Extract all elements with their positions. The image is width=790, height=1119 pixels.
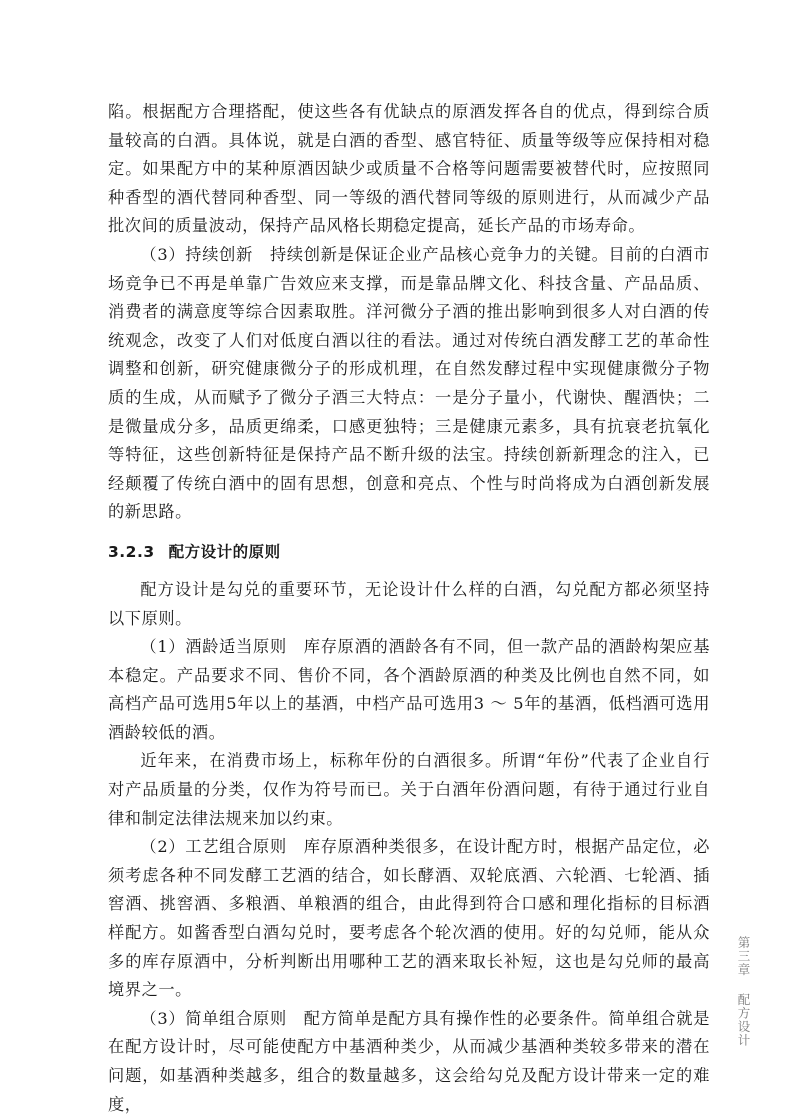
chapter-title: 配方设计 bbox=[736, 992, 751, 1047]
chapter-side-tab bbox=[732, 936, 754, 1051]
paragraph-vintage-note: 近年来，在消费市场上，标称年份的白酒很多。所谓“年份”代表了企业自行对产品质量的分类，仅作为符号而已。关于白酒年份酒问题，有待于通过行业自律和制定法律法规来加以约束。 bbox=[108, 751, 710, 828]
paragraph-intro: 配方设计是勾兑的重要环节，无论设计什么样的白酒，勾兑配方都必须坚持以下原则。 bbox=[108, 579, 710, 628]
body-text bbox=[108, 98, 710, 1119]
paragraph-age-principle: （1）酒龄适当原则 库存原酒的酒龄各有不同，但一款产品的酒龄构架应基本稳定。产品要求不同、售价不同，各个酒龄原酒的种类及比例也自然不同，如高档产品可选用5年以上的基酒，中档产品可选用3 ～ 5年的基酒，低档酒可选用酒龄较低的酒。 bbox=[108, 637, 710, 742]
paragraph-simple-principle: （3）简单组合原则 配方简单是配方具有操作性的必要条件。简单组合就是在配方设计时，尽可能使配方中基酒种类少，从而减少基酒种类较多带来的潜在问题，如基酒种类越多，组合的数量越多，这会给勾兑及配方设计带来一定的难度， bbox=[108, 1008, 710, 1114]
paragraph-process-principle: （2）工艺组合原则 库存原酒种类很多，在设计配方时，根据产品定位，必须考虑各种不同发酵工艺酒的结合，如长酵酒、双轮底酒、六轮酒、七轮酒、插窖酒、挑窖酒、多粮酒、单粮酒的组合，由此得到符合口感和理化指标的目标酒样配方。如酱香型白酒勾兑时，要考虑各个轮次酒的使用。好的勾兑师，能从众多的库存原酒中，分析判断出用哪种工艺的酒来取长补短，这也是勾兑师的最高境界之一。 bbox=[108, 837, 710, 1000]
section-title: 配方设计的原则 bbox=[168, 542, 281, 561]
paragraph-continuous-innovation: （3）持续创新 持续创新是保证企业产品核心竞争力的关键。目前的白酒市场竞争已不再是单靠广告效应来支撑，而是靠品牌文化、科技含量、产品品质、消费者的满意度等综合因素取胜。洋河微分子酒的推出影响到很多人对白酒的传统观念，改变了人们对低度白酒以往的看法。通过对传统白酒发酵工艺的革命性调整和创新，研究健康微分子的形成机理，在自然发酵过程中实现健康微分子物质的生成，从而赋予了微分子酒三大特点：一是分子量小，代谢快、醒酒快；二是微量成分多，品质更绵柔，口感更独特；三是健康元素多，具有抗衰老抗氧化等特征，这些创新特征是保持产品不断升级的法宝。持续创新新理念的注入，已经颠覆了传统白酒中的固有思想，创意和亮点、个性与时尚将成为白酒创新发展的新思路。 bbox=[108, 244, 710, 522]
section-heading bbox=[108, 540, 710, 564]
chapter-number: 第三章 bbox=[736, 936, 751, 977]
section-number: 3.2.3 bbox=[108, 542, 155, 561]
paragraph-continuation: 陷。根据配方合理搭配，使这些各有优缺点的原酒发挥各自的优点，得到综合质量较高的白酒。具体说，就是白酒的香型、感官特征、质量等级等应保持相对稳定。如果配方中的某种原酒因缺少或质量不合格等问题需要被替代时，应按照同种香型的酒代替同种香型、同一等级的酒代替同等级的原则进行，从而减少产品批次间的质量波动，保持产品风格长期稳定提高，延长产品的市场寿命。 bbox=[108, 102, 710, 236]
